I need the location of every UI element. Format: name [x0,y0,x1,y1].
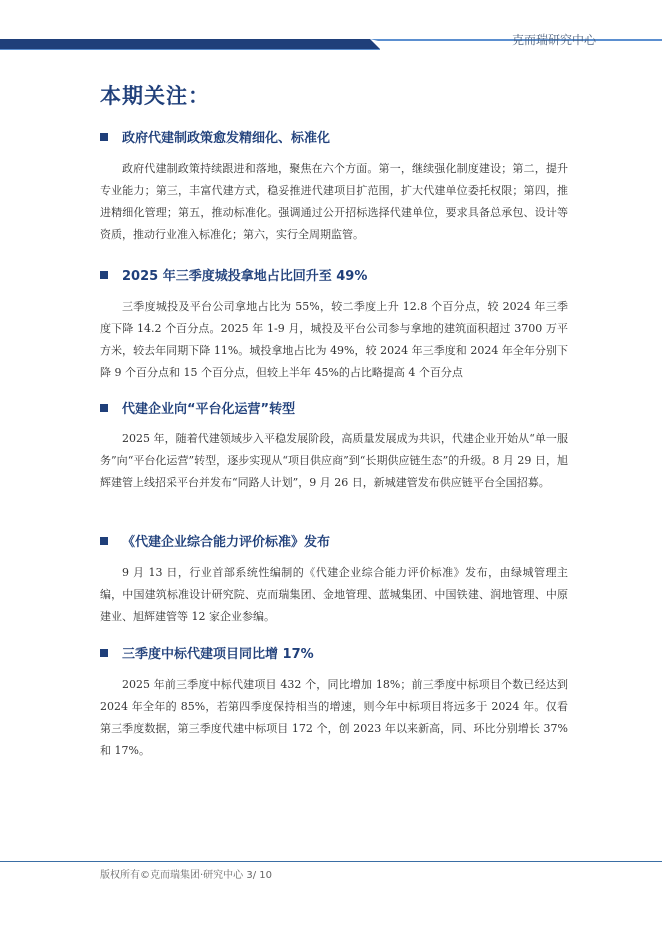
section-heading [100,643,314,662]
square-bullet-icon [100,404,108,412]
footer-copyright: 版权所有©克而瑞集团·研究中心 3/ 10 [100,870,272,881]
section-heading [100,398,295,417]
square-bullet-icon [100,133,108,141]
section-heading-text: 政府代建制政策愈发精细化、标准化 [122,131,331,146]
square-bullet-icon [100,649,108,657]
square-bullet-icon [100,537,108,545]
square-bullet-icon [100,271,108,279]
section-heading [100,127,330,146]
section-heading-text: 代建企业向“平台化运营”转型 [122,402,296,417]
section-paragraph: 政府代建制政策持续跟进和落地，聚焦在六个方面。第一，继续强化制度建设；第二，提升专业能力；第三，丰富代建方式，稳妥推进代建项目扩范围，扩大代建单位委托权限；第四，推进精细化管理；第五，推动标准化。强调通过公开招标选择代建单位，要求具备总承包、设计等资质，推动行业准入标准化；第六，实行全周期监管。 [100,162,568,241]
brand-name: 克而瑞研究中心 [511,33,596,47]
page-title: 本期关注： [100,84,210,108]
section-heading [100,265,367,284]
section-heading [100,531,330,550]
section-heading-text: 2025 年三季度城投拿地占比回升至 49% [122,269,368,284]
page-header [0,0,662,52]
section-paragraph: 9 月 13 日，行业首部系统性编制的《代建企业综合能力评价标准》发布，由绿城管理主编，中国建筑标准设计研究院、克而瑞集团、金地管理、蓝城集团、中国铁建、润地管理、中原建业、旭辉建管等 12 家企业参编。 [100,566,568,623]
section-heading-text: 《代建企业综合能力评价标准》发布 [122,535,331,550]
section-paragraph: 三季度城投及平台公司拿地占比为 55%，较二季度上升 12.8 个百分点，较 2024 年三季度下降 14.2 个百分点。2025 年 1-9 月，城投及平台公司参与拿地的建筑面积超过 3700 万平方米，较去年同期下降 11%。城投拿地占比为 49%，较 2024 年三季度和 2024 年全年分别下降 9 个百分点和 15 个百分点，但较上半年 45%的占比略提高 4 个百分点 [100,300,568,379]
section-paragraph: 2025 年前三季度中标代建项目 432 个，同比增加 18%；前三季度中标项目个数已经达到 2024 年全年的 85%，若第四季度保持相当的增速，则今年中标项目将远多于 2024 年。仅看第三季度数据，第三季度代建中标项目 172 个，创 2023 年以来新高，同、环比分别增长 37%和 17%。 [100,678,568,757]
section-heading-text: 三季度中标代建项目同比增 17% [122,647,314,662]
footer-divider [0,861,662,862]
section-paragraph: 2025 年，随着代建领域步入平稳发展阶段，高质量发展成为共识，代建企业开始从“单一服务”向“平台化运营”转型，逐步实现从“项目供应商”到“长期供应链生态”的升级。8 月 29 日，旭辉建管上线招采平台并发布“同路人计划”，9 月 26 日，新城建管发布供应链平台全国招募。 [100,432,568,489]
